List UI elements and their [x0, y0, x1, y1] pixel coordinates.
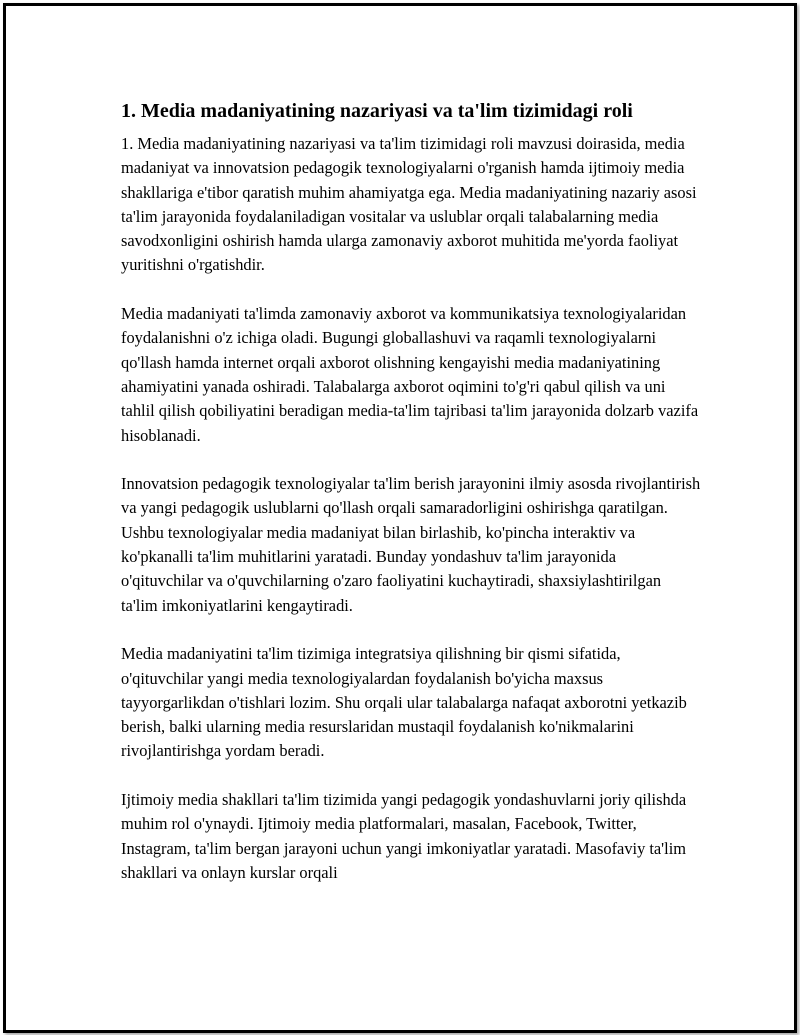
paragraph-3: Innovatsion pedagogik texnologiyalar ta'lim berish jarayonini ilmiy asosda rivojlantirish va yangi pedagogik uslublarni qo'llash orqali samaradorligini oshirishga qaratilgan. Ushbu texnologiyalar media madaniyat bilan birlashib, ko'pincha interaktiv va ko'pkanalli ta'lim muhitlarini yaratadi. Bunday yondashuv ta'lim jarayonida o'qituvchilar va o'quvchilarning o'zaro faoliyatini kuchaytiradi, shaxsiylashtirilgan ta'lim imkoniyatlarini kengaytiradi. — [121, 474, 701, 615]
document-title: 1. Media madaniyatining nazariyasi va ta'lim tizimidagi roli — [121, 100, 633, 122]
document-body — [121, 98, 701, 910]
paragraph-1: 1. Media madaniyatining nazariyasi va ta'lim tizimidagi roli mavzusi doirasida, media madaniyat va innovatsion pedagogik texnologiyalarni o'rganish hamda ijtimoiy media shakllariga e'tibor qaratish muhim ahamiyatga ega. Media madaniyatining nazariy asosi ta'lim jarayonida foydalaniladigan vositalar va uslublar orqali talabalarning media savodxonligini oshirish hamda ularga zamonaviy axborot muhitida me'yorda faoliyat yuritishni o'rgatishdir. — [121, 134, 697, 275]
document-page — [3, 3, 797, 1033]
paragraph-4: Media madaniyatini ta'lim tizimiga integratsiya qilishning bir qismi sifatida, o'qituvchilar yangi media texnologiyalardan foydalanish bo'yicha maxsus tayyorgarlikdan o'tishlari lozim. Shu orqali ular talabalarga nafaqat axborotni yetkazib berish, balki ularning media resurslaridan mustaqil foydalanish ko'nikmalarini rivojlantirishga yordam beradi. — [121, 644, 687, 761]
paragraph-5: Ijtimoiy media shakllari ta'lim tizimida yangi pedagogik yondashuvlarni joriy qilishda muhim rol o'ynaydi. Ijtimoiy media platformalari, masalan, Facebook, Twitter, Instagram, ta'lim bergan jarayoni uchun yangi imkoniyatlar yaratadi. Masofaviy ta'lim shakllari va onlayn kurslar orqali — [121, 790, 687, 882]
paragraph-2: Media madaniyati ta'limda zamonaviy axborot va kommunikatsiya texnologiyalaridan foydalanishni o'z ichiga oladi. Bugungi globallashuvi va raqamli texnologiyalarni qo'llash hamda internet orqali axborot olishning kengayishi media madaniyatining ahamiyatini yanada oshiradi. Talabalarga axborot oqimini to'g'ri qabul qilish va uni tahlil qilish qobiliyatini beradigan media-ta'lim tajribasi ta'lim jarayonida dolzarb vazifa hisoblanadi. — [121, 304, 699, 445]
